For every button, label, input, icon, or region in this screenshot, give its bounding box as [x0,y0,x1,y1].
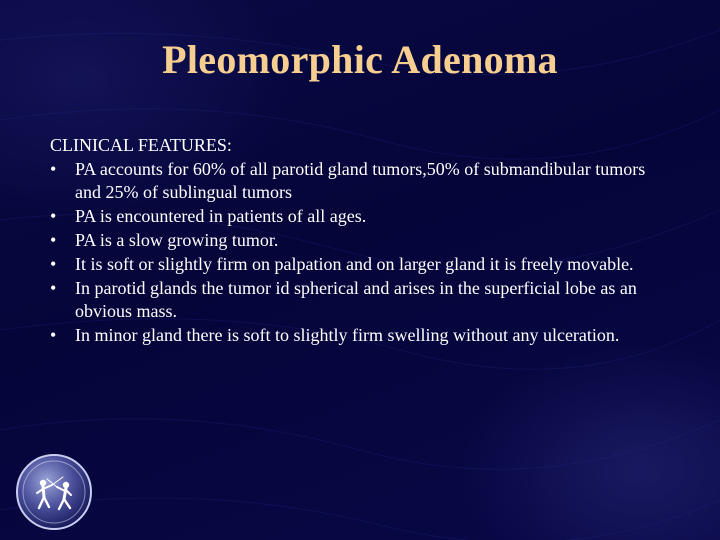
bullet-icon: • [50,254,57,274]
bullet-icon: • [50,206,57,226]
bullet-text: In minor gland there is soft to slightly firm swelling without any ulceration. [75,325,620,345]
bullet-text: PA is encountered in patients of all ages. [75,206,367,226]
section-heading: CLINICAL FEATURES: [50,135,232,155]
bullet-item [50,158,660,204]
bullet-item [50,324,660,347]
bullet-list [50,158,660,347]
bullet-icon: • [50,278,57,298]
bullet-icon: • [50,230,57,250]
slide-title: Pleomorphic Adenoma [162,37,558,82]
bullet-icon: • [50,325,57,345]
bullet-item [50,253,660,276]
fencers-emblem-icon [14,452,94,532]
bullet-text: PA is a slow growing tumor. [75,230,279,250]
bullet-item [50,229,660,252]
bullet-text: PA accounts for 60% of all parotid gland tumors,50% of submandibular tumors and 25% of sublingual tumors [75,159,646,202]
bullet-item [50,277,660,323]
bullet-item [50,205,660,228]
bullet-text: In parotid glands the tumor id spherical and arises in the superficial lobe as an obvious mass. [75,278,637,321]
bullet-text: It is soft or slightly firm on palpation and on larger gland it is freely movable. [75,254,634,274]
slide-body [50,134,660,348]
bullet-icon: • [50,159,57,179]
